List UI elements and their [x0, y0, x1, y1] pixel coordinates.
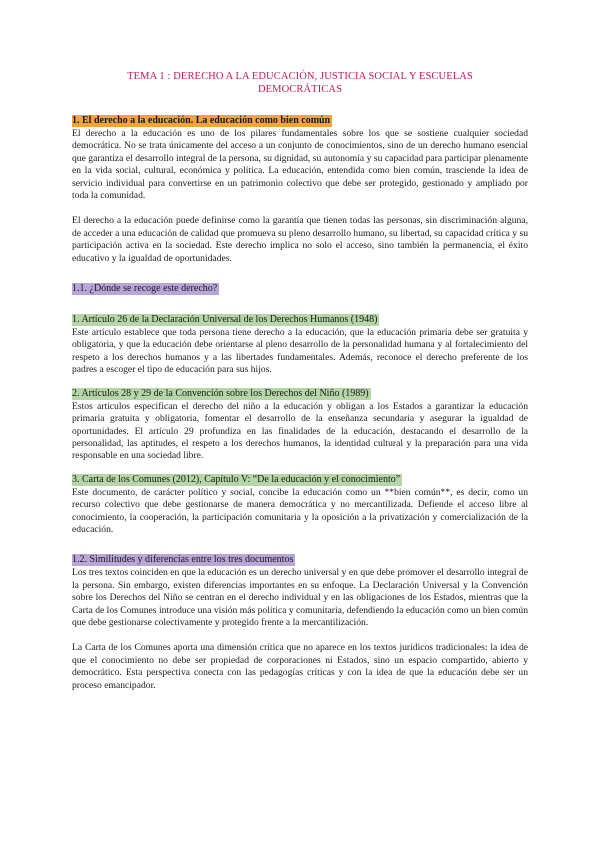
section-1-2-paragraph-1: Los tres textos coinciden en que la educación es un derecho universal y en que debe promover el desarrollo integral de la persona. Sin embargo, existen diferencias importantes en su enfoque. La Declaración Universal y la Convención sobre los Derechos del Niño se centran en el derecho individual y en las obligaciones de los Estados, mientras que la Carta de los Comunes introduce una visión más política y comunitaria, defendiendo la educación como un bien común que debe gestionarse colectivamente y protegido frente a la mercantilización.: [72, 567, 528, 628]
section-1-heading: 1. El derecho a la educación. La educación como bien común: [72, 115, 331, 126]
item-2-heading: 2. Artículos 28 y 29 de la Convención sobre los Derechos del Niño (1989): [72, 387, 369, 399]
item-3-text: Este documento, de carácter político y social, concibe la educación como un **bien común**, es decir, como un recurso colectivo que debe gestionarse de manera democrática y no mercantilizada. Defiende el acceso libre al conocimiento, la cooperación, la participación comunitaria y la oposición a la privatización y comercialización de la educación.: [72, 486, 528, 535]
section-1-2-paragraph-2: La Carta de los Comunes aporta una dimensión crítica que no aparece en los textos jurídicos tradicionales: la idea de que el conocimiento no debe ser propiedad de corporaciones ni Estados, sino un espacio compartido, abierto y democrático. Esta perspectiva conecta con las pedagogías críticas y con la idea de que la educación debe ser un proceso emancipador.: [72, 642, 528, 691]
item-2-text: Estos artículos especifican el derecho del niño a la educación y obligan a los Estados a garantizar la educación primaria gratuita y obligatoria, fomentar el desarrollo de la enseñanza secundaria y asegurar la igualdad de oportunidades. El artículo 29 profundiza en las finalidades de la educación, destacando el desarrollo de la personalidad, las aptitudes, el respeto a los derechos humanos, la identidad cultural y la preparación para una vida responsable en una sociedad libre.: [72, 400, 528, 462]
item-3-heading: 3. Carta de los Comunes (2012), Capítulo V: “De la educación y el conocimiento”: [72, 473, 401, 485]
item-1-text: Este artículo establece que toda persona tiene derecho a la educación, que la educación primaria debe ser gratuita y obligatoria, y que la educación debe orientarse al pleno desarrollo de la personalidad humana y al fortalecimiento del respeto a los derechos humanos y a las libertades fundamentales. Además, reconoce el derecho preferente de los padres a escoger el tipo de educación para sus hijos.: [72, 327, 528, 376]
section-1-2-heading: 1.2. Similitudes y diferencias entre los tres documentos: [72, 554, 294, 566]
section-1-1-heading: 1.1. ¿Dónde se recoge este derecho?: [72, 283, 218, 295]
section-1-paragraph-2: El derecho a la educación puede definirse como la garantía que tienen todas las personas, sin discriminación alguna, de acceder a una educación de calidad que promueva su pleno desarrollo humano, su libertad, su capacidad crítica y su participación activa en la sociedad. Este derecho implica no solo el acceso, sino también la permanencia, el éxito educativo y la igualdad de oportunidades.: [72, 215, 528, 264]
section-1-paragraph-1: El derecho a la educación es uno de los pilares fundamentales sobre los que se sostiene cualquier sociedad democrática. No se trata únicamente del acceso a un conjunto de conocimientos, sino de un derecho humano esencial que garantiza el desarrollo integral de la persona, su dignidad, su autonomía y su capacidad para participar plenamente en la vida social, cultural, económica y política. La educación, entendida como bien común, trasciende la idea de servicio individual para convertirse en un patrimonio colectivo que debe ser protegido, gestionado y ampliado por toda la comunidad.: [72, 128, 528, 202]
item-1-heading: 1. Artículo 26 de la Declaración Universal de los Derechos Humanos (1948): [72, 314, 378, 326]
document-title: TEMA 1 : DERECHO A LA EDUCACIÓN, JUSTICIA SOCIAL Y ESCUELAS DEMOCRÁTICAS: [127, 71, 473, 95]
